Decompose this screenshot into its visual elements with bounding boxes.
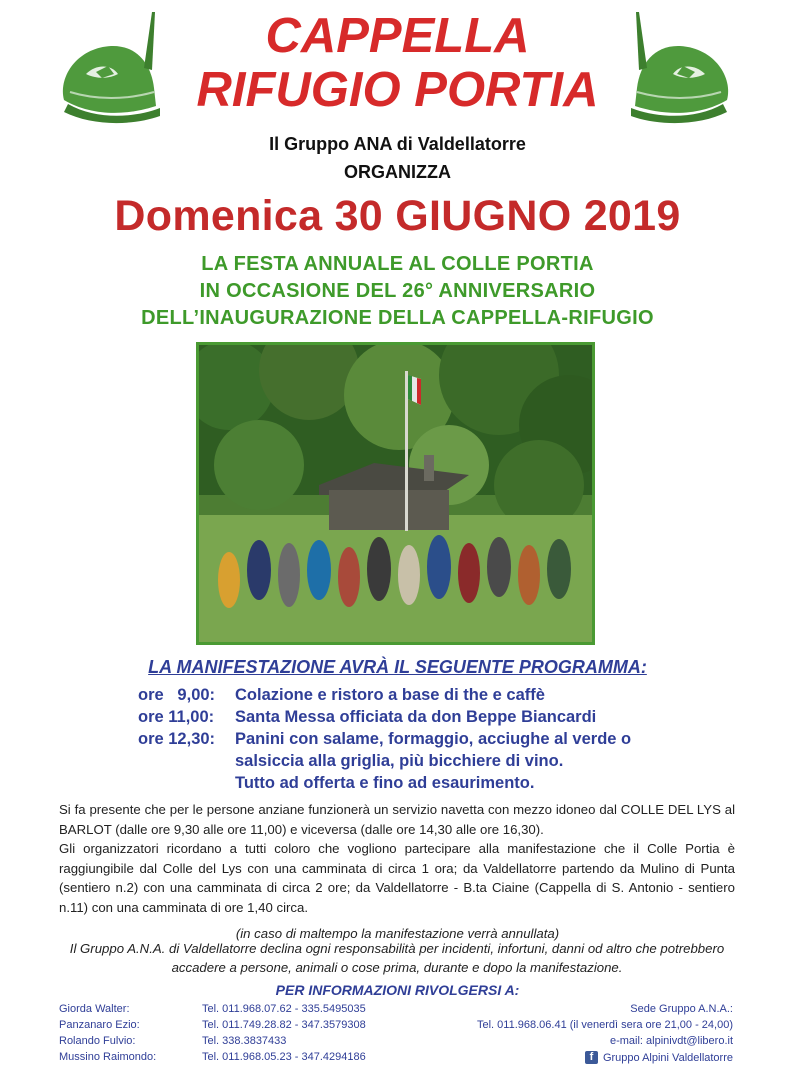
sede-label: Sede Gruppo A.N.A.: [630,1003,733,1015]
program-heading: LA MANIFESTAZIONE AVRÀ IL SEGUENTE PROGRAMMA: [148,657,647,677]
email-link[interactable]: e-mail: alpinivdt@libero.it [609,1035,733,1047]
disclaimer: Il Gruppo A.N.A. di Valdellatorre declina ogni responsabilità per incidenti, infortuni, danni od altro che potrebbero accadere a persone, animali o cose prima, durante e dopo la manifestazione. [69,941,725,975]
event-date: Domenica 30 GIUGNO 2019 [114,192,681,240]
contact-name: Rolando Fulvio: [59,1035,136,1047]
program-desc: Colazione e ristoro a base di the e caffè [235,686,545,704]
program-item [138,728,698,750]
info-heading: PER INFORMAZIONI RIVOLGERSI A: [275,982,520,998]
contact-phone: Tel. 338.3837433 [202,1035,287,1047]
program-item [138,684,698,706]
organizza-label: ORGANIZZA [344,162,451,182]
contact-name: Giorda Walter: [59,1003,130,1015]
contact-phone: Tel. 011.968.05.23 - 347.4294186 [202,1051,366,1063]
contact-phone: Tel. 011.968.07.62 - 335.5495035 [202,1003,366,1015]
program-continuation [138,750,698,772]
event-photo [196,342,595,645]
program-continuation [138,772,698,794]
contact-name: Mussino Raimondo: [59,1051,157,1063]
sede-info [477,1001,733,1066]
program-time: ore 12,30: [138,730,216,748]
sede-phone: Tel. 011.968.06.41 (il venerdì sera ore 21,00 - 24,00) [476,1019,733,1031]
program-desc: Tutto ad offerta e fino ad esaurimento. [235,774,535,792]
weather-notice: (in caso di maltempo la manifestazione verrà annullata) [235,926,560,941]
organizer: Il Gruppo ANA di Valdellatorre [269,134,526,154]
program-time: ore 9,00: [138,686,216,704]
contact-phone: Tel. 011.749.28.82 - 347.3579308 [202,1019,366,1031]
program-list [138,684,698,794]
program-desc: salsiccia alla griglia, più bicchiere di vino. [235,752,564,770]
program-time: ore 11,00: [138,708,215,726]
route-notice: Gli organizzatori ricordano a tutti coloro che vogliono partecipare alla manifestazione che il Colle Portia è raggiungibile dal Colle del Lys con una camminata di circa 1 ora; da Valdellatorre partendo da Mulino di Punta (sentiero n.2) con una camminata di circa 2 ore; da Valdellatorre - B.ta Ciaine (Cappella di S. Antonio - sentiero n.11) con una camminata di ore 1,40 circa. [59,841,735,915]
title-line-2: RIFUGIO PORTIA [196,63,599,117]
facebook-icon: f [585,1051,598,1064]
title-line-1: CAPPELLA [265,9,530,63]
program-item [138,706,698,728]
contact-name: Panzanaro Ezio: [59,1019,140,1031]
event-line-1: LA FESTA ANNUALE AL COLLE PORTIA [201,253,594,275]
shuttle-notice: Si fa presente che per le persone anziane funzionerà un servizio navetta con mezzo idoneo dal COLLE DEL LYS al BARLOT (dalle ore 9,30 alle ore 11,00) e viceversa (dalle ore 14,30 alle ore 16,30). [59,802,735,837]
program-desc: Panini con salame, formaggio, acciughe al verde o [235,730,632,748]
notes-body [59,800,735,918]
event-line-3: DELL’INAUGURAZIONE DELLA CAPPELLA-RIFUGIO [141,307,654,329]
contact-phones [202,1001,366,1065]
facebook-label: Gruppo Alpini Valdellatorre [602,1051,733,1064]
contact-names [59,1001,156,1065]
event-line-2: IN OCCASIONE DEL 26° ANNIVERSARIO [199,280,596,302]
facebook-link[interactable] [585,1050,733,1066]
program-desc: Santa Messa officiata da don Beppe Biancardi [235,708,597,726]
